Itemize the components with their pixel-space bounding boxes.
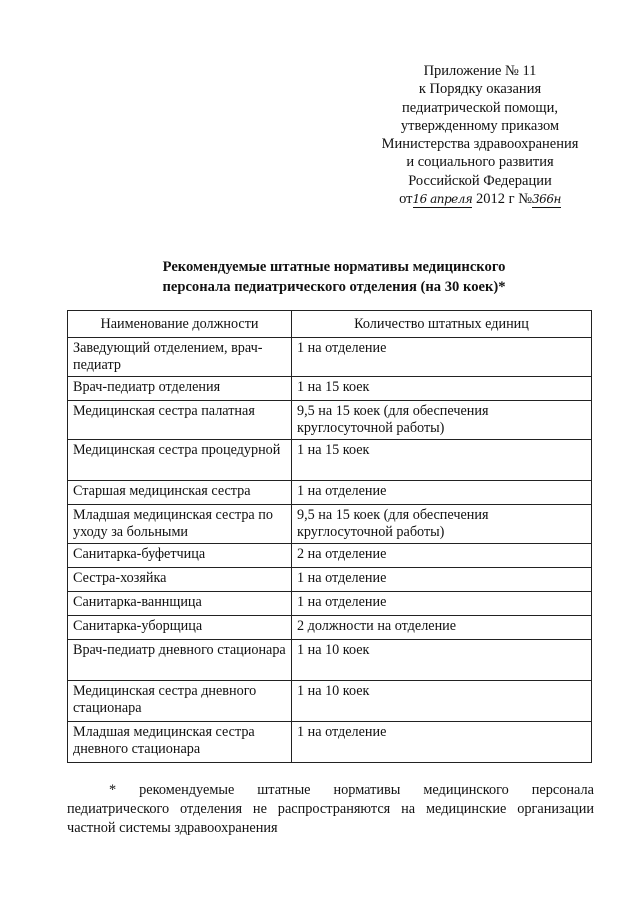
cell-position: Младшая медицинская сестра по уходу за больными [68, 505, 292, 544]
order-year: 2012 г № [476, 191, 533, 208]
cell-count: 1 на 10 коек [292, 640, 592, 681]
cell-count: 1 на отделение [292, 568, 592, 592]
cell-count: 1 на отделение [292, 338, 592, 377]
title-line-2: персонала педиатрического отделения (на 30 коек)* [162, 278, 506, 295]
table-row [68, 568, 592, 592]
cell-count: 1 на 15 коек [292, 377, 592, 401]
cell-position: Старшая медицинская сестра [68, 481, 292, 505]
cell-position: Медицинская сестра процедурной [68, 440, 292, 481]
table-row [68, 722, 592, 763]
cell-count: 2 на отделение [292, 544, 592, 568]
date-prefix: от [399, 191, 413, 208]
header-position: Наименование должности [68, 311, 292, 338]
table-row [68, 401, 592, 440]
cell-position: Санитарка-буфетчица [68, 544, 292, 568]
table-row [68, 592, 592, 616]
table-row [68, 681, 592, 722]
cell-position: Медицинская сестра палатная [68, 401, 292, 440]
table-row [68, 481, 592, 505]
document-title [60, 258, 608, 297]
cell-count: 1 на отделение [292, 722, 592, 763]
header-count: Количество штатных единиц [292, 311, 592, 338]
handwritten-date: 16 апреля [412, 192, 473, 207]
cell-count: 9,5 на 15 коек (для обеспечения круглосуточной работы) [292, 401, 592, 440]
cell-count: 1 на отделение [292, 481, 592, 505]
cell-count: 1 на 10 коек [292, 681, 592, 722]
order-date-line [362, 190, 598, 208]
appendix-line: педиатрической помощи, [402, 99, 558, 116]
appendix-line: Приложение № 11 [423, 63, 537, 79]
footnote-first-line: * рекомендуемые штатные нормативы медицинского персонала [109, 782, 594, 798]
appendix-line: и социального развития [406, 154, 554, 171]
cell-count: 2 должности на отделение [292, 616, 592, 640]
appendix-line: Министерства здравоохранения [381, 136, 579, 153]
cell-position: Врач-педиатр отделения [68, 377, 292, 401]
cell-position: Младшая медицинская сестра дневного стационара [68, 722, 292, 763]
cell-position: Врач-педиатр дневного стационара [68, 640, 292, 681]
table-header-row [68, 311, 592, 338]
table-row [68, 505, 592, 544]
table-row [68, 338, 592, 377]
cell-count: 1 на 15 коек [292, 440, 592, 481]
cell-count: 1 на отделение [292, 592, 592, 616]
appendix-line: утвержденному приказом [400, 117, 560, 134]
handwritten-order-number: 366н [532, 192, 561, 207]
table-row [68, 377, 592, 401]
staffing-table [67, 310, 592, 763]
table-row [68, 640, 592, 681]
table-row [68, 440, 592, 481]
cell-count: 9,5 на 15 коек (для обеспечения круглосуточной работы) [292, 505, 592, 544]
appendix-line: Российской Федерации [408, 172, 552, 189]
title-line-1: Рекомендуемые штатные нормативы медицинского [162, 259, 506, 275]
appendix-line: к Порядку оказания [418, 81, 542, 98]
table-row [68, 616, 592, 640]
cell-position: Сестра-хозяйка [68, 568, 292, 592]
appendix-header [362, 62, 598, 208]
cell-position: Санитарка-уборщица [68, 616, 292, 640]
footnote [67, 781, 594, 838]
cell-position: Медицинская сестра дневного стационара [68, 681, 292, 722]
table-row [68, 544, 592, 568]
footnote-rest: педиатрического отделения не распространяются на медицинские организации частной системы здравоохранения [67, 801, 594, 836]
cell-position: Санитарка-ваннщица [68, 592, 292, 616]
cell-position: Заведующий отделением, врач-педиатр [68, 338, 292, 377]
